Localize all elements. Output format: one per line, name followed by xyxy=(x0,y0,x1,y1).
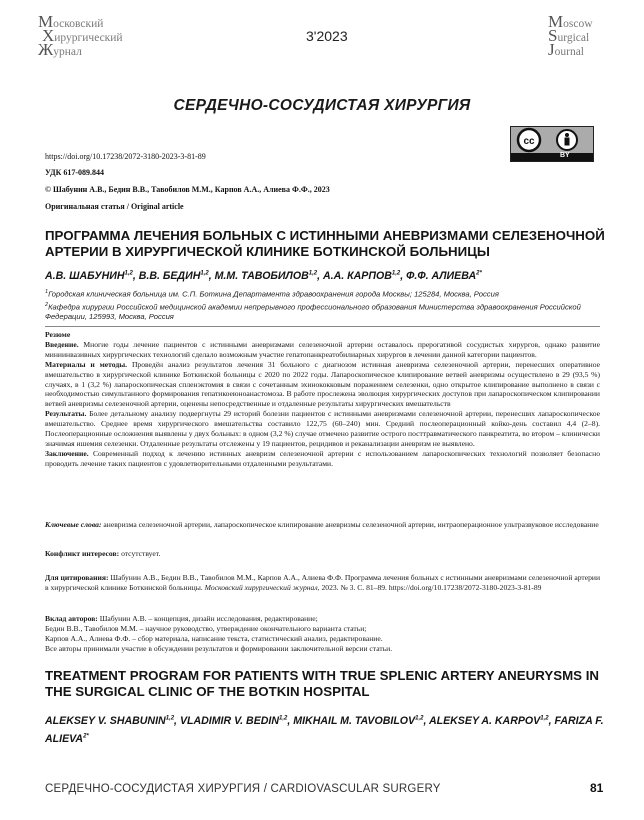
authors-ru xyxy=(45,270,605,282)
logo-ru-line-1: Московский xyxy=(38,12,104,31)
cc-license-badge[interactable] xyxy=(510,126,594,162)
page-number: 81 xyxy=(590,781,604,795)
divider xyxy=(45,326,600,327)
logo-ru-line-2: Хирургический xyxy=(42,26,123,45)
cc-by-icon xyxy=(511,127,593,161)
conflict-of-interest: Конфликт интересов: отсутствует. xyxy=(45,549,161,558)
author-ru: В.В. БЕДИН$^{1,2}$, xyxy=(138,270,212,282)
affiliations-ru xyxy=(45,287,605,322)
author-en: VLADIMIR V. BEDIN$^{1,2}$, xyxy=(179,714,291,727)
doi-link[interactable]: https://doi.org/10.17238/2072-3180-2023-3-81-89 xyxy=(45,152,206,161)
running-title: СЕРДЕЧНО-СОСУДИСТАЯ ХИРУРГИЯ / CARDIOVASCULAR SURGERY xyxy=(45,783,441,795)
svg-text:cc: cc xyxy=(523,136,535,147)
article-title-en: TREATMENT PROGRAM FOR PATIENTS WITH TRUE SPLENIC ARTERY ANEURYSMS IN THE SURGICAL CLINIC OF THE BOTKIN HOSPITAL xyxy=(45,668,600,699)
logo-en-line-1: Moscow xyxy=(548,12,593,31)
affiliation: $^1$Городская клиническая больница им. С.П. Боткина Департамента здравоохранения города Москвы; 125284, Москва, Россия xyxy=(45,289,499,299)
author-en: ALEKSEY A. KARPOV$^{1,2}$, xyxy=(428,714,552,727)
author-contribution xyxy=(45,614,600,654)
authors-en xyxy=(45,710,605,747)
contribution-line: Все авторы принимали участие в обсуждении результатов и формировании заключительной версии статьи. xyxy=(45,643,393,653)
author-en: FARIZA F. $ALIEVA^{2*}$ xyxy=(45,714,604,746)
abstract xyxy=(45,330,600,469)
author-ru: А.В. ШАБУНИН$^{1,2}$, xyxy=(45,270,136,282)
logo-ru-line-3: Журнал xyxy=(38,40,82,59)
contribution-line: Карпов А.А., Алиева Ф.Ф. – сбор материала, написание текста, статистический анализ, редактирование. xyxy=(45,633,383,643)
contribution-line: Бедин В.В., Тавобилов М.М. – научное руководство, утверждение окончательного варианта статьи; xyxy=(45,623,367,633)
author-en: MIKHAIL M. TAVOBILOV$^{1,2}$, xyxy=(293,714,427,727)
section-title: СЕРДЕЧНО-СОСУДИСТАЯ ХИРУРГИЯ xyxy=(173,97,471,114)
journal-logo-en xyxy=(548,12,618,59)
journal-logo-ru xyxy=(38,12,148,59)
contribution-line: Вклад авторов: Шабунин А.В. – концепция, дизайн исследования, редактирование; xyxy=(45,614,318,623)
article-title-ru: ПРОГРАММА ЛЕЧЕНИЯ БОЛЬНЫХ С ИСТИННЫМИ АНЕВРИЗМАМИ СЕЛЕЗЕНОЧНОЙ АРТЕРИИ В ХИРУРГИЧЕСКОЙ КЛИНИКЕ БОТКИНСКОЙ БОЛЬНИЦЫ xyxy=(45,228,605,259)
abstract-conclusion: Заключение. Современный подход к лечению истинных аневризм селезеночной артерии с использованием лапароскопических технологий позволяет безопасно проводить лечение таких пациентов с удовлетворительными отдаленными результатами. xyxy=(45,448,600,468)
affiliation: $^2$Кафедра хирургии Российской медицинской академии непрерывного профессионального образования Министерства здравоохранения Российской Федерации, 125993, Москва, Россия xyxy=(45,301,581,322)
author-ru: Ф.Ф. $АЛИЕВА^{2*}$ xyxy=(406,270,482,282)
author-ru: М.М. ТАВОБИЛОВ$^{1,2}$, xyxy=(214,270,321,282)
logo-en-line-3: Journal xyxy=(548,40,585,59)
citation: Для цитирования: Шабунин А.В., Бедин В.В., Тавобилов М.М., Карпов А.А., Алиева Ф.Ф. Программа лечения больных с истинными аневризмами селезеночной артерии в хирургической клинике Боткинской больницы. Московский хирургический журнал, 2023. № 3. С. 81–89. https://doi.org/10.17238/2072-3180-2023-3-81-89 xyxy=(45,573,601,592)
license-label: BY xyxy=(560,152,570,159)
udk: УДК 617-089.844 xyxy=(45,168,105,177)
issue-number: 3'2023 xyxy=(306,28,348,44)
logo-en-line-2: Surgical xyxy=(548,26,590,45)
copyright: © Шабунин А.В., Бедин В.В., Тавобилов М.М., Карпов А.А., Алиева Ф.Ф., 2023 xyxy=(45,185,330,194)
author-ru: А.А. КАРПОВ$^{1,2}$, xyxy=(322,270,404,282)
abstract-methods: Материалы и методы. Проведён анализ результатов лечения 31 больного с диагнозом истинная аневризма селезеночной артерии, перенесших оперативное вмешательство в хирургической клинике Боткинской больницы с 2020 по 2022 годы. Лапароскопическое клипирование ветвей аневризмы осуществлено в 29 (93,5 %) случаях, в 1 (3,2 %) лапароскопическая спленэктомия в связи с сочетанным эхинококковым поражением селезенки, одно открытое клипирование выполнено в связи с необходимостью симультанного формирования гепатикоеюноанастомоза. В работе прослежена эволюция хирургических доступов при лапароскопическом клипировании ветвей аневризмы селезеночной артерии, оценены непосредственные и отдаленные результаты хирургических вмешательств xyxy=(45,359,600,409)
abstract-intro: Введение. Многие годы лечение пациентов с истинными аневризмами селезеночной артерии оставалось прерогативой сосудистых хирургов, однако развитие миниинвазивных хирургических технологий сделало возможным участие гепатопанкреатобилиарных хирургов в лечении данной категории пациентов. xyxy=(45,339,600,359)
author-en: ALEKSEY V. SHABUNIN$^{1,2}$, xyxy=(45,714,177,727)
keywords: Ключевые слова: аневризма селезеночной артерии, лапароскопическое клипирование аневризмы селезеночной артерии, интраоперационное ультразвуковое исследование xyxy=(45,520,599,529)
abstract-heading: Резюме xyxy=(45,330,71,339)
article-type: Оригинальная статья / Original article xyxy=(45,202,184,211)
abstract-results: Результаты. Более детальному анализу подвергнуты 29 историй болезни пациентов с истинными аневризмами селезеночной артерии, перенесших лапароскопическое вмешательство. Среднее время хирургического вмешательства составило 122,75 (60–240) мин. Средний послеоперационный койко-день составил 4,4 (2–8). Послеоперационные осложнения выявлены у двух больных: в одном (3,2 %) случае отмечено развитие острого посттравматического панкреатита, во втором – клинически значимая ишемия селезенки. Отдаленные результаты отслежены у 19 пациентов, рецидивов и реканализации аневризм не выявлено. xyxy=(45,409,601,448)
